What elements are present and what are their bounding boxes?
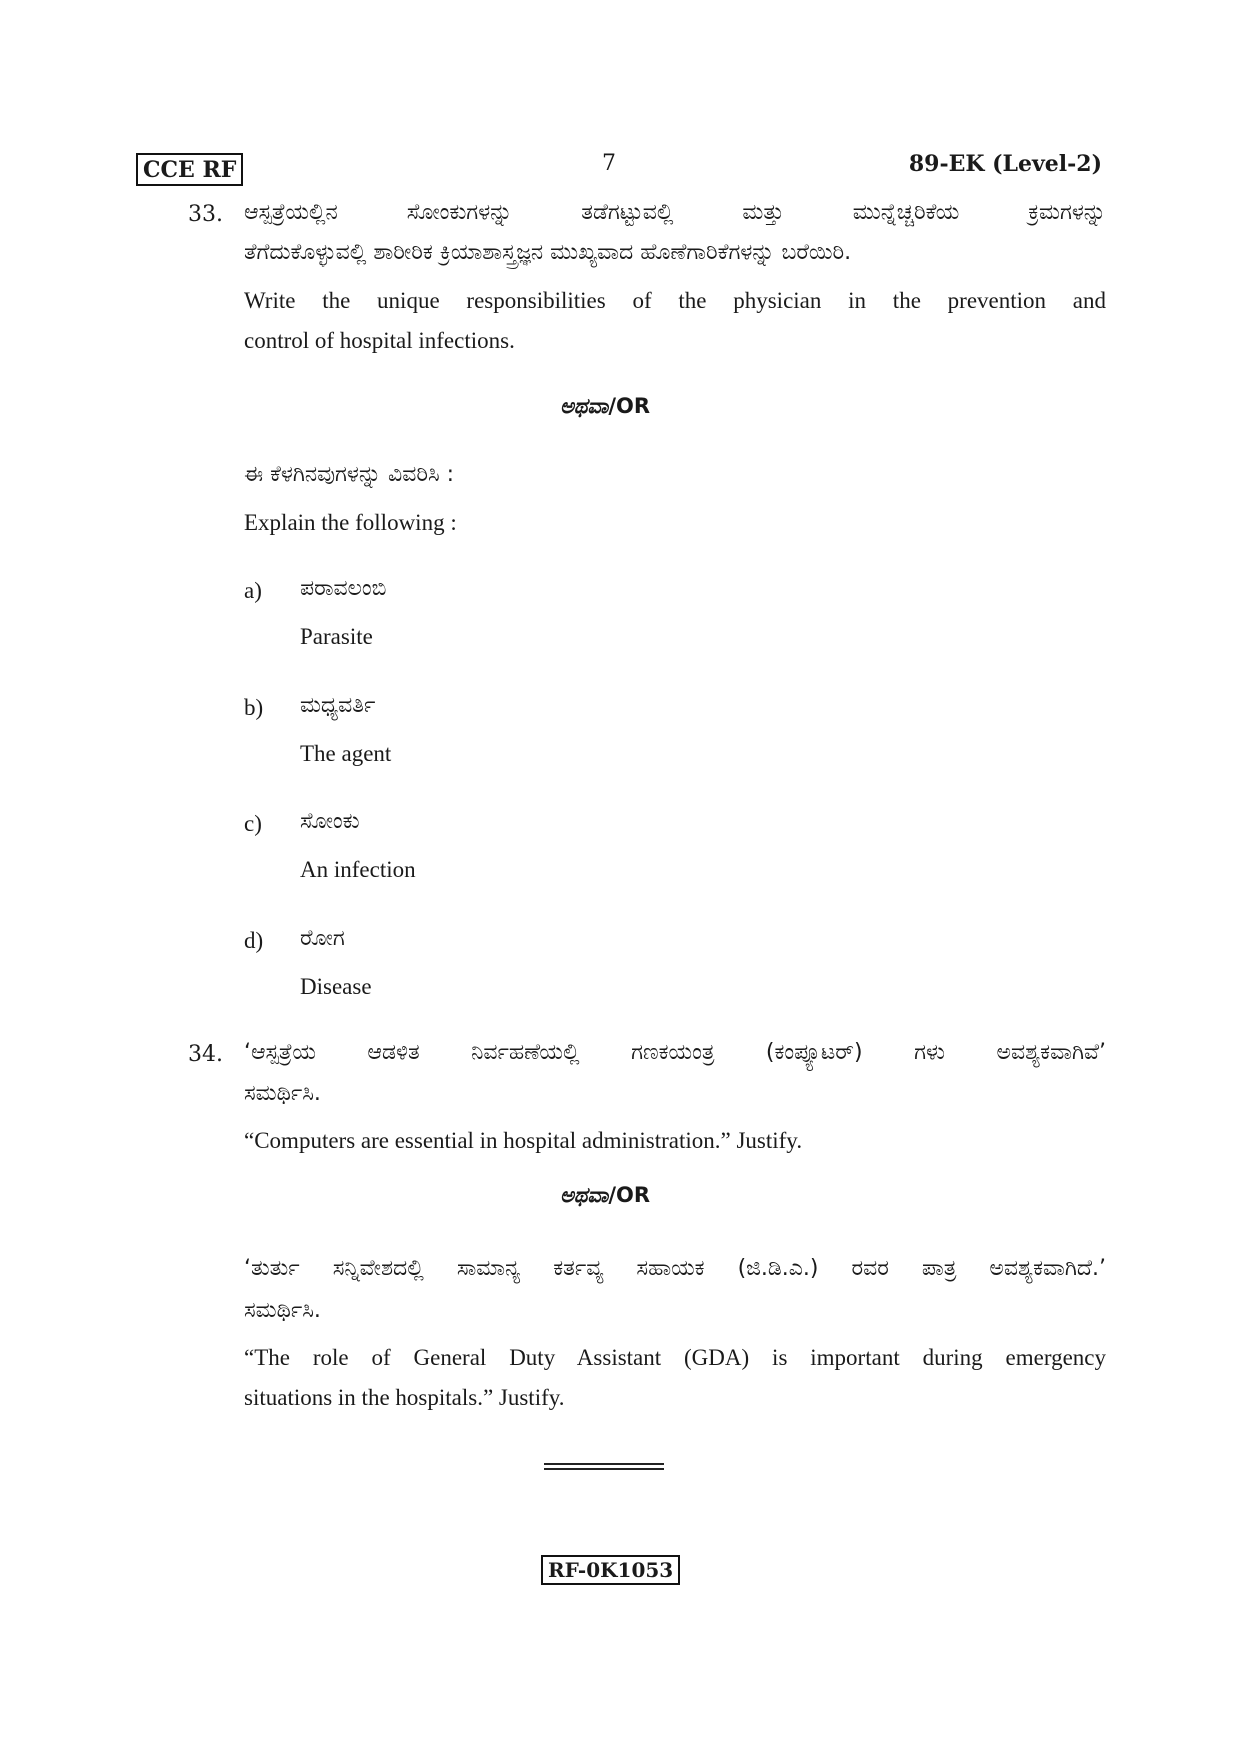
or-kannada: ಅಥವಾ xyxy=(560,1183,609,1207)
or-separator-34 xyxy=(560,1183,650,1208)
question-34-alt-english-line-1: “The role of General Duty Assistant (GDA) is important during emergency xyxy=(244,1345,1106,1370)
question-33-english-line-2: control of hospital infections. xyxy=(244,328,515,353)
or-english: /OR xyxy=(608,394,651,418)
question-34-alt-kannada-line-2: ಸಮರ್ಥಿಸಿ. xyxy=(244,1298,321,1323)
item-d-label: d) xyxy=(244,928,264,953)
page-number: 7 xyxy=(602,151,616,176)
question-34-alt-kannada-line-1: ‘ತುರ್ತು ಸನ್ನಿವೇಶದಲ್ಲಿ ಸಾಮಾನ್ಯ ಕರ್ತವ್ಯ ಸಹಾಯಕ (ಜಿ.ಡಿ.ಎ.) ರವರ ಪಾತ್ರ ಅವಶ್ಯಕವಾಗಿದೆ.’ xyxy=(244,1256,1106,1281)
end-double-rule xyxy=(544,1463,664,1470)
item-a-label: a) xyxy=(244,578,262,603)
question-33-alt-kannada: ಈ ಕೆಳಗಿನವುಗಳನ್ನು ವಿವರಿಸಿ : xyxy=(244,462,455,487)
item-a-english: Parasite xyxy=(300,624,373,649)
question-34-kannada-line-1: ‘ಆಸ್ಪತ್ರೆಯ ಆಡಳಿತ ನಿರ್ವಹಣೆಯಲ್ಲಿ ಗಣಕಯಂತ್ರ (ಕಂಪ್ಯೂಟರ್) ಗಳು ಅವಶ್ಯಕವಾಗಿವೆ’ xyxy=(244,1040,1106,1065)
paper-code: 89-EK (Level-2) xyxy=(908,151,1102,177)
header-left-box: CCE RF xyxy=(136,153,243,186)
item-c-english: An infection xyxy=(300,857,416,882)
or-separator-33 xyxy=(560,394,650,419)
or-kannada: ಅಥವಾ xyxy=(560,394,609,418)
or-english: /OR xyxy=(608,1183,651,1207)
item-c-label: c) xyxy=(244,811,262,836)
item-a-kannada: ಪರಾವಲಂಬಿ xyxy=(300,576,387,601)
item-b-label: b) xyxy=(244,695,264,720)
item-c-kannada: ಸೋಂಕು xyxy=(300,809,360,834)
question-33-number: 33. xyxy=(188,202,223,227)
item-b-english: The agent xyxy=(300,741,392,766)
question-34-english: “Computers are essential in hospital administration.” Justify. xyxy=(244,1128,803,1153)
item-b-kannada: ಮಧ್ಯವರ್ತಿ xyxy=(300,693,376,718)
question-33-english-line-1: Write the unique responsibilities of the physician in the prevention and xyxy=(244,288,1106,313)
question-34-number: 34. xyxy=(188,1042,223,1067)
item-d-kannada: ರೋಗ xyxy=(300,926,345,951)
question-33-kannada-line-1: ಆಸ್ಪತ್ರೆಯಲ್ಲಿನ ಸೋಂಕುಗಳನ್ನು ತಡೆಗಟ್ಟುವಲ್ಲಿ ಮತ್ತು ಮುನ್ನೆಚ್ಚರಿಕೆಯ ಕ್ರಮಗಳನ್ನು xyxy=(244,200,1106,225)
question-34-alt-english-line-2: situations in the hospitals.” Justify. xyxy=(244,1385,565,1410)
question-34-kannada-line-2: ಸಮರ್ಥಿಸಿ. xyxy=(244,1081,321,1106)
question-33-kannada-line-2: ತೆಗೆದುಕೊಳ್ಳುವಲ್ಲಿ ಶಾರೀರಿಕ ಕ್ರಿಯಾಶಾಸ್ತ್ರಜ್ಞನ ಮುಖ್ಯವಾದ ಹೊಣೆಗಾರಿಕೆಗಳನ್ನು ಬರೆಯಿರಿ. xyxy=(244,240,852,265)
footer-code-box: RF-0K1053 xyxy=(541,1555,680,1585)
item-d-english: Disease xyxy=(300,974,372,999)
question-33-alt-english: Explain the following : xyxy=(244,510,457,535)
